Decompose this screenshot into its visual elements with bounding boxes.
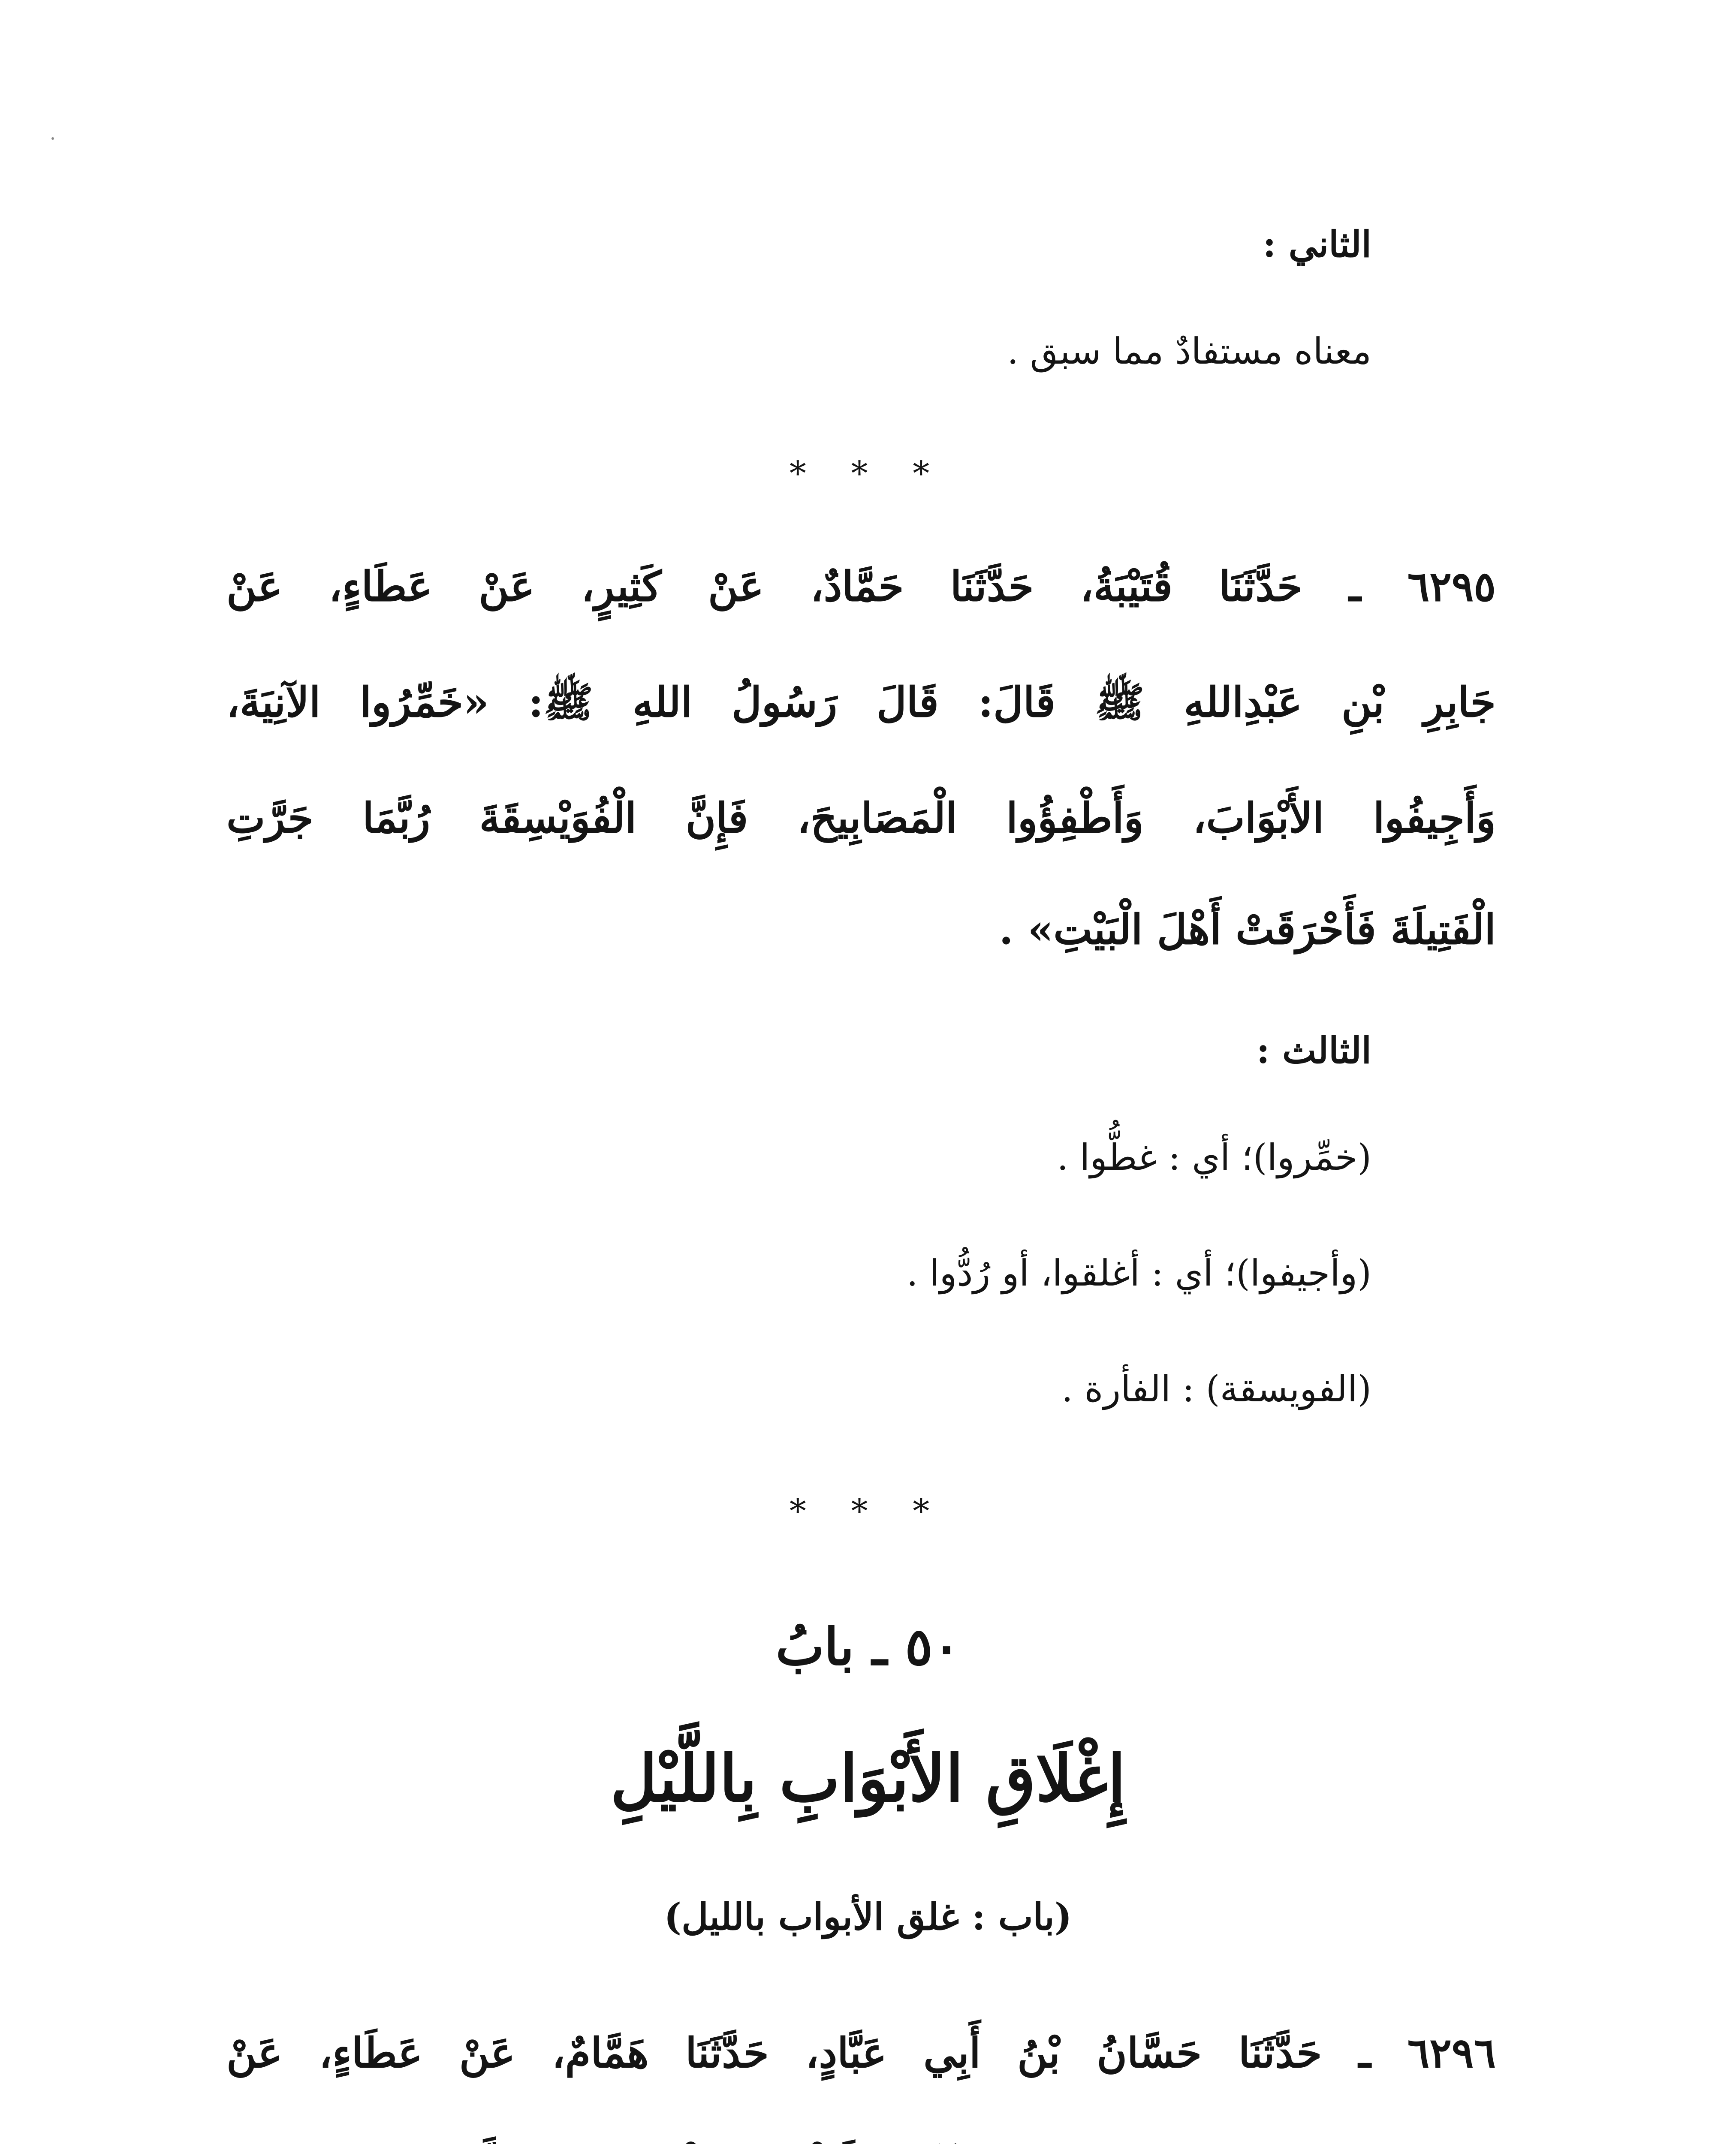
hadith-line: ٦٢٩٦ ـ حَدَّثَنَا حَسَّانُ بْنُ أَبِي عَبَّادٍ، حَدَّثَنَا هَمَّامٌ، عَنْ عَطَاءٍ، عَنْ — [226, 2029, 1496, 2077]
hadith-line: وَأَجِيفُوا الأَبْوَابَ، وَأَطْفِؤُوا الْمَصَابِيحَ، فَإِنَّ الْفُوَيْسِقَةَ رُبَّمَا جَرَّتِ — [226, 794, 1496, 842]
definition-note: (وأجيفوا)؛ أي : أغلقوا، أو رُدُّوا . — [906, 1252, 1371, 1294]
separator-stars: * * * — [789, 1492, 947, 1531]
chapter-title: إِغْلَاقِ الأَبْوَابِ بِاللَّيْلِ — [610, 1741, 1126, 1816]
section-two-heading: الثاني : — [1263, 223, 1371, 265]
separator-stars: * * * — [789, 455, 947, 493]
section-two-text: معناه مستفادٌ مما سبق . — [1007, 330, 1371, 372]
chapter-subtitle: (باب : غلق الأبواب بالليل) — [664, 1895, 1072, 1939]
hadith-6296 — [226, 2029, 1496, 2144]
definition-note: (الفويسقة) : الفأرة . — [1061, 1368, 1371, 1410]
chapter-number: ٥٠ ـ بابُ — [775, 1617, 961, 1677]
hadith-line: ٦٢٩٥ ـ حَدَّثَنَا قُتَيْبَةُ، حَدَّثَنَا حَمَّادٌ، عَنْ كَثِيرٍ، عَنْ عَطَاءٍ، عَنْ — [226, 562, 1496, 611]
definition-note: (خمِّروا)؛ أي : غطُّوا . — [1057, 1136, 1371, 1178]
hadith-line: جَابِرِ بْنِ عَبْدِاللهِ ﷺ قَالَ: قَالَ رَسُولُ اللهِ ﷺ: «خَمِّرُوا الآنِيَةَ، — [226, 678, 1496, 726]
section-three-heading: الثالث : — [1256, 1029, 1371, 1072]
hadith-line: الْفَتِيلَةَ فَأَحْرَقَتْ أَهْلَ الْبَيْتِ» . — [999, 905, 1496, 954]
scan-speck — [51, 137, 54, 140]
hadith-6295 — [226, 562, 1496, 954]
